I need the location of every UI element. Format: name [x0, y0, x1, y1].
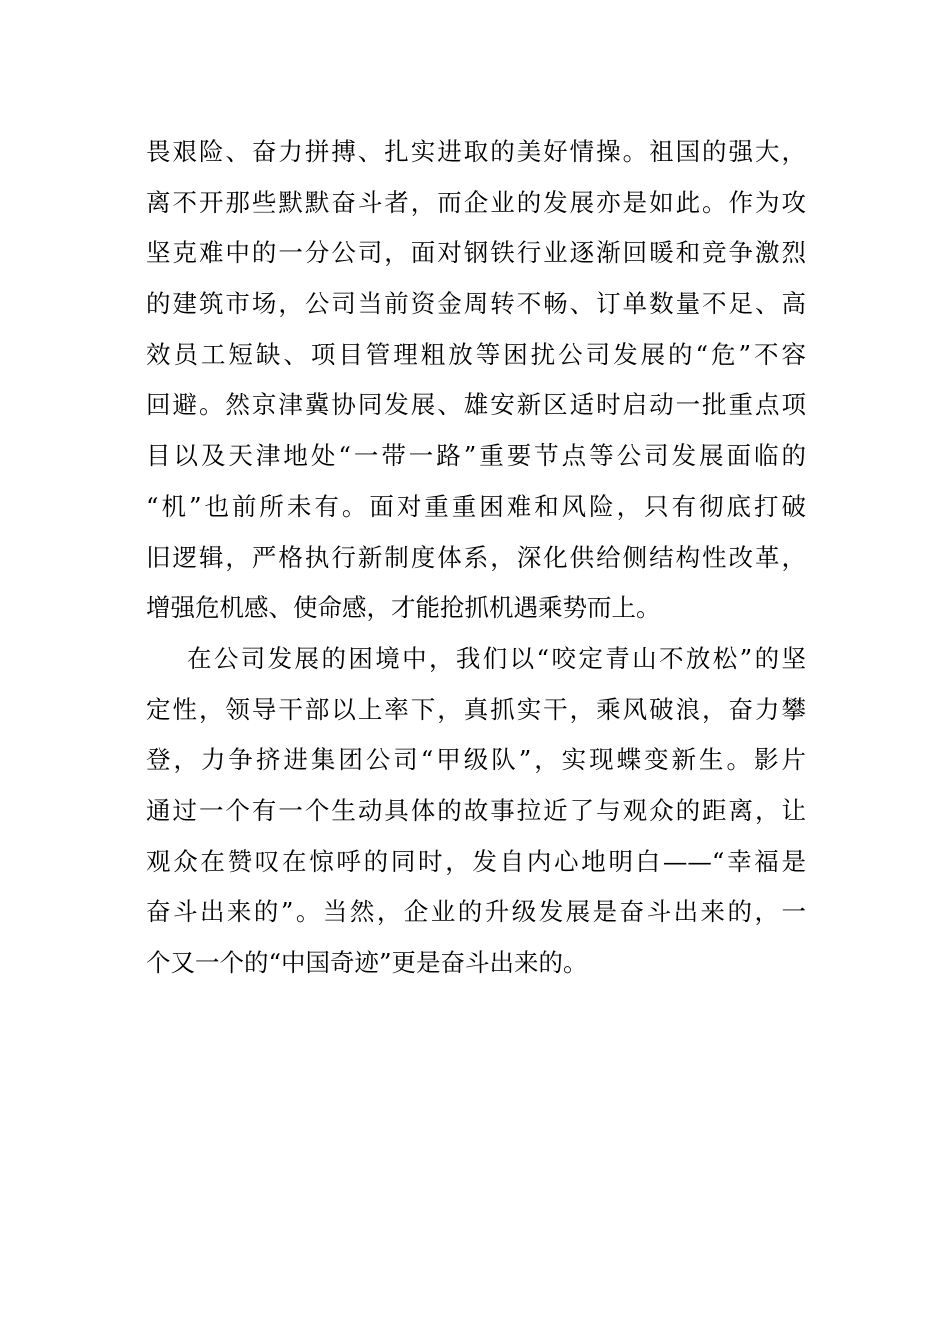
text-line: 奋斗出来的”。当然，企业的升级发展是奋斗出来的，一	[146, 897, 806, 927]
text-line: 离不开那些默默奋斗者，而企业的发展亦是如此。作为攻	[146, 187, 806, 217]
text-line: “机”也前所未有。面对重重困难和风险，只有彻底打破	[146, 491, 806, 521]
body-text	[146, 127, 806, 989]
text-line: 观众在赞叹在惊呼的同时，发自内心地明白——“幸福是	[146, 846, 806, 876]
text-line: 畏艰险、奋力拼搏、扎实进取的美好情操。祖国的强大，	[146, 137, 806, 166]
text-line: 效员工短缺、项目管理粗放等困扰公司发展的“危”不容	[146, 339, 806, 369]
text-line: 的建筑市场，公司当前资金周转不畅、订单数量不足、高	[146, 289, 806, 319]
text-line: 坚克难中的一分公司，面对钢铁行业逐渐回暖和竞争激烈	[146, 238, 806, 268]
text-line: 通过一个有一个生动具体的故事拉近了与观众的距离，让	[146, 795, 806, 825]
text-line: 定性，领导干部以上率下，真抓实干，乘风破浪，奋力攀	[146, 694, 806, 724]
paragraph-2	[146, 634, 806, 989]
text-line: 个又一个的“中国奇迹”更是奋斗出来的。	[146, 948, 588, 977]
text-line: 登，力争挤进集团公司“甲级队”，实现蝶变新生。影片	[146, 745, 806, 775]
text-line: 目以及天津地处“一带一路”重要节点等公司发展面临的	[146, 441, 806, 471]
text-line: 旧逻辑，严格执行新制度体系，深化供给侧结构性改革，	[146, 542, 806, 572]
text-line: 增强危机感、使命感，才能抢抓机遇乘势而上。	[146, 593, 661, 623]
text-line: 在公司发展的困境中，我们以“咬定青山不放松”的坚	[187, 643, 806, 673]
text-line: 回避。然京津冀协同发展、雄安新区适时启动一批重点项	[146, 390, 806, 420]
paragraph-1	[146, 127, 806, 634]
